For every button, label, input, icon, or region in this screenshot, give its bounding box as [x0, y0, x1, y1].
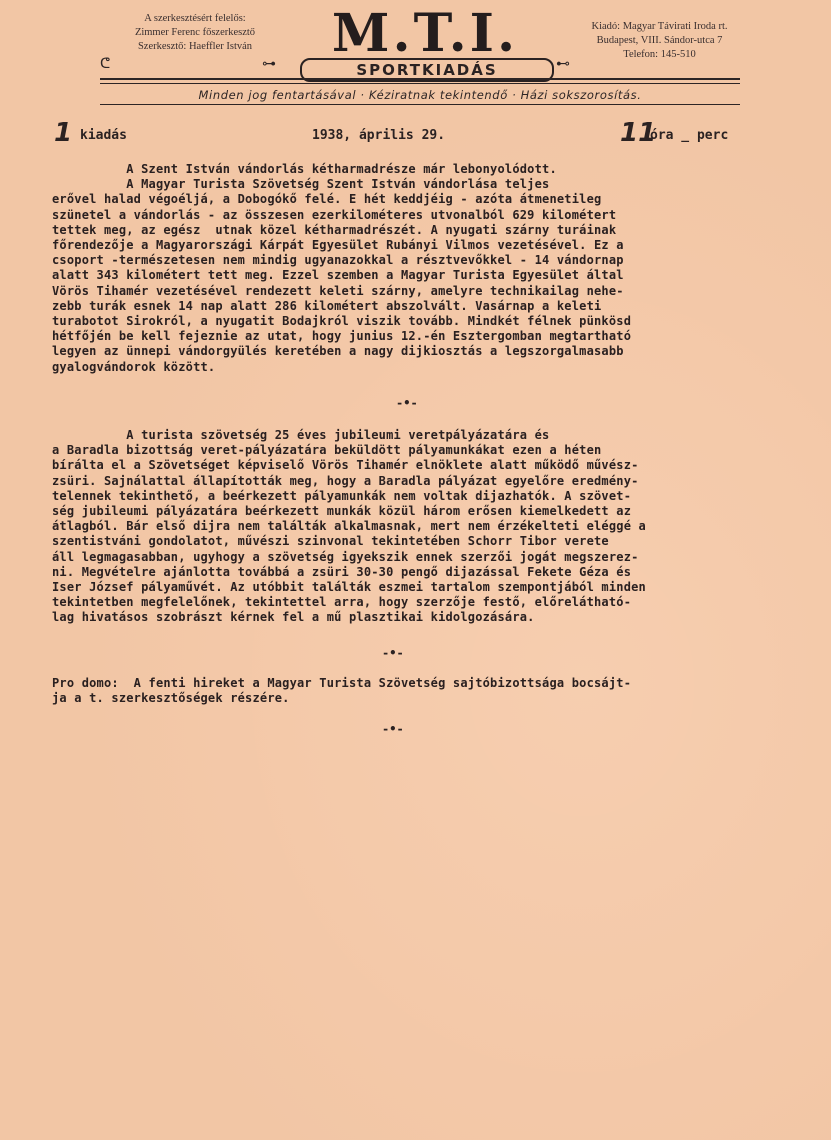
publisher-line: Budapest, VIII. Sándor-utca 7 — [596, 35, 723, 46]
letterhead-rule — [100, 83, 740, 84]
editor-line: A szerkesztésért felelős: — [144, 13, 246, 24]
text-line: főrendezője a Magyarországi Kárpát Egyesület Rubányi Vilmos vezetésével. Ez a — [52, 238, 624, 253]
mti-logo: M.T.I. — [331, 3, 519, 64]
text-line: erővel halad végoéljá, a Dobogókő felé. E hét keddjéig - azóta átmenetileg — [52, 192, 602, 207]
text-line: ja a t. szerkesztőségek részére. — [52, 691, 290, 706]
text-line: a Baradla bizottság veret-pályázatára beküldött pályamunkákat ezen a héten — [52, 443, 602, 458]
rights-notice: Minden jog fentartásával · Kéziratnak tekintendő · Házi sokszorosítás. — [198, 88, 642, 102]
text-line: alatt 343 kilométert tett meg. Ezzel szemben a Magyar Turista Egyesület által — [52, 268, 624, 283]
text-line: turabotot Sirokról, a nyugatit Bodajkról viszik tovább. Mindkét félnek pünkösd — [52, 314, 632, 329]
sportkiadas-banner: SPORTKIADÁS — [300, 58, 554, 82]
text-line: tekintetben megfelelőnek, tekintettel arra, hogy szerzője festő, előrelátható- — [52, 595, 632, 610]
text-line: Vörös Tihamér vezetésével rendezett keleti szárny, amelyre technikailag nehe- — [52, 283, 624, 298]
text-line: zsüri. Sajnálattal állapították meg, hogy a Baradla pályázat egyelőre eredmény- — [52, 473, 639, 488]
text-line: A Szent István vándorlás kétharmadrésze már lebonyolódott. — [52, 162, 557, 176]
document-date: 1938, április 29. — [312, 128, 446, 143]
editor-line: Zimmer Ferenc főszerkesztő — [134, 27, 256, 38]
text-line: ség jubileumi pályázatára beérkezett munkák közül három erősen kiemelkedett az — [52, 504, 632, 519]
news-paragraph — [52, 162, 792, 375]
text-line: Iser József pályaművét. Az utóbbit találták eszmei tartalom szempontjából minden — [52, 580, 646, 595]
text-line: hétfőjén be kell fejeznie az utat, hogy junius 12.-én Esztergomban megtartható — [52, 329, 632, 344]
publisher-info — [552, 20, 767, 62]
section-separator: -•- — [382, 646, 404, 660]
text-line: szentistváni gondolatot, művészi szinvonal tekintetében Schorr Tibor verete — [52, 534, 609, 549]
text-line: gyalogvándorok között. — [52, 359, 216, 374]
text-line: lag hivatásos szobrászt kérnek fel a mű plasztikai kidolgozására. — [52, 610, 535, 625]
editor-line: Szerkesztő: Haeffler István — [137, 41, 253, 52]
text-line: telennek tekinthető, a beérkezett pályamunkák nem voltak dijazhatók. A szövet- — [52, 488, 632, 503]
pro-domo-note — [52, 676, 792, 706]
editor-credits — [100, 12, 290, 54]
edition-label: kiadás — [80, 128, 127, 143]
text-line: bírálta el a Szövetséget képviselő Vörös Tihamér elnöklete alatt működő művész- — [52, 458, 639, 473]
news-paragraph — [52, 428, 792, 626]
section-separator: -•- — [396, 396, 418, 410]
text-line: szünetel a vándorlás - az összesen ezerkilométeres utvonalból 629 kilométert — [52, 207, 617, 222]
text-line: átlagból. Bár első dijra nem találták alkalmasnak, mert nem érzékelteti eléggé a — [52, 519, 646, 534]
text-line: ni. Megvételre ajánlotta továbbá a zsüri 30-30 pengő dijazással Fekete Géza és — [52, 564, 632, 579]
ornament-icon: ⊶ — [262, 56, 276, 72]
text-line: A turista szövetség 25 éves jubileumi veretpályázatára és — [52, 428, 550, 442]
publisher-line: Telefon: 145-510 — [623, 49, 696, 60]
text-line: A Magyar Turista Szövetség Szent István vándorlása teljes — [52, 177, 550, 192]
text-line: csoport -természetesen nem mindig ugyanazokkal a résztvevőkkel - 14 vándornap — [52, 253, 624, 268]
letterhead-rule — [100, 104, 740, 105]
section-separator: -•- — [382, 722, 404, 736]
text-line: zebb turák esnek 14 nap alatt 286 kilométert abszolvált. Vasárnap a keleti — [52, 298, 602, 313]
publisher-line: Kiadó: Magyar Távirati Iroda rt. — [591, 21, 728, 32]
time-label: óra _ perc — [650, 128, 729, 143]
ornament-icon: ᕦ — [100, 56, 111, 72]
text-line: legyen az ünnepi vándorgyülés keretében a nagy dijkiosztás a legszorgalmasabb — [52, 344, 624, 359]
edition-number: 1 — [54, 118, 73, 148]
text-line: Pro domo: A fenti hireket a Magyar Turista Szövetség sajtóbizottsága bocsájt- — [52, 676, 632, 690]
text-line: áll legmagasabban, ugyhogy a szövetség igyekszik ennek szerzői jogát megszerez- — [52, 549, 639, 564]
text-line: tettek meg, az egész utnak közel kétharmadrészét. A nyugati szárny turáinak — [52, 222, 617, 237]
hour-value: 11 — [620, 118, 657, 148]
ornament-icon: ⊷ — [556, 56, 570, 72]
letterhead-rule — [100, 78, 740, 80]
